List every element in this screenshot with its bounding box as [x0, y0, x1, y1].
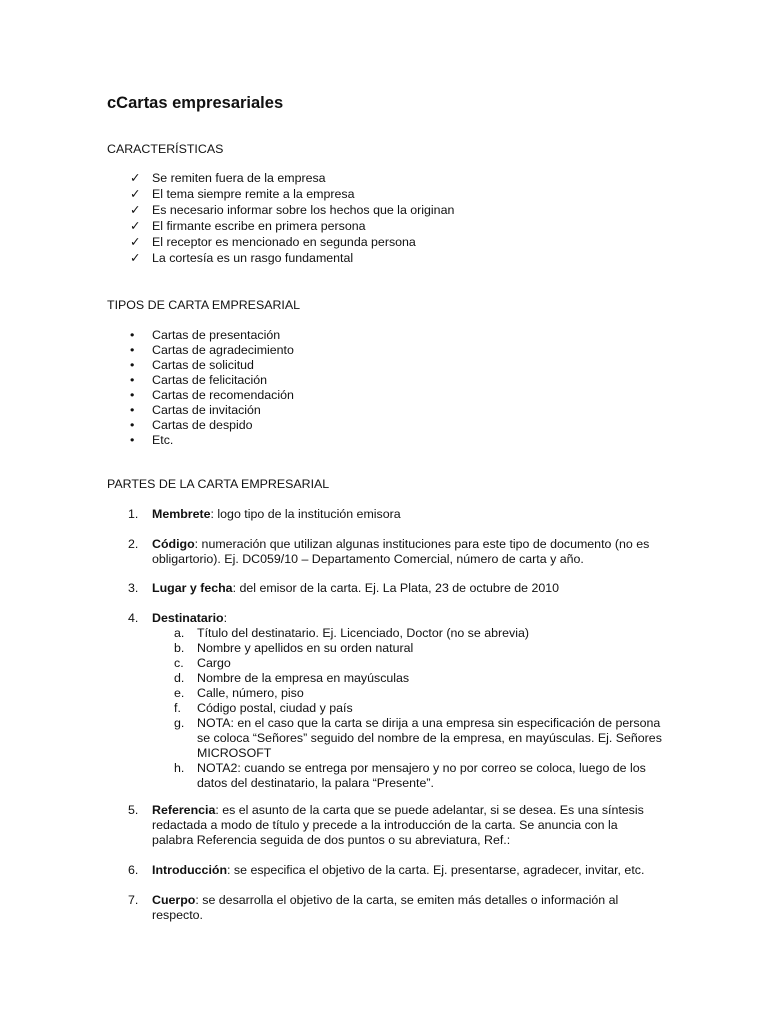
sub-list-item: h. NOTA2: cuando se entrega por mensajero y no por correo se coloca, luego de los datos del destinatario, la palara “Presente”. — [174, 761, 646, 790]
term: Referencia — [152, 803, 216, 817]
term: Membrete — [152, 507, 211, 521]
partes-heading: PARTES DE LA CARTA EMPRESARIAL — [107, 477, 330, 491]
term: Destinatario — [152, 611, 224, 625]
bullet-icon: • — [130, 418, 135, 432]
sub-list-item: f. Código postal, ciudad y país — [174, 701, 353, 715]
bullet-icon: • — [130, 373, 135, 387]
caracteristicas-list — [0, 171, 454, 267]
checkmark-icon: ✓ — [130, 187, 141, 201]
list-item: ✓ La cortesía es un rasgo fundamental — [130, 251, 354, 265]
bullet-icon: • — [130, 343, 135, 357]
bullet-icon: • — [130, 358, 135, 372]
list-item: • Etc. — [130, 433, 174, 447]
sub-list-item: a. Título del destinatario. Ej. Licenciado, Doctor (no se abrevia) — [174, 626, 529, 640]
list-item: • Cartas de felicitación — [130, 373, 268, 387]
term: Introducción — [152, 863, 228, 877]
sub-list-item: g. NOTA: en el caso que la carta se dirija a una empresa sin especificación de persona se coloca “Señores” seguido del nombre de la empresa, en mayúsculas. Ej. Señores MICROSOFT — [174, 716, 662, 760]
list-item: • Cartas de recomendación — [130, 388, 294, 402]
term: Código — [152, 537, 195, 551]
bullet-icon: • — [130, 433, 135, 447]
checkmark-icon: ✓ — [130, 251, 141, 265]
list-item: • Cartas de presentación — [130, 328, 281, 342]
sub-list-item: c. Cargo — [174, 656, 231, 670]
sub-list-item: b. Nombre y apellidos en su orden natural — [174, 641, 414, 655]
document-title: cCartas empresariales — [107, 94, 284, 112]
list-item: • Cartas de solicitud — [130, 358, 254, 372]
list-item: ✓ Es necesario informar sobre los hechos que la originan — [130, 203, 455, 217]
list-item: ✓ El receptor es mencionado en segunda persona — [130, 235, 416, 249]
bullet-icon: • — [130, 328, 135, 342]
list-item: • Cartas de invitación — [130, 403, 261, 417]
list-item: ✓ El tema siempre remite a la empresa — [130, 187, 355, 201]
checkmark-icon: ✓ — [130, 171, 141, 185]
destinatario-sublist — [152, 626, 662, 791]
bullet-icon: • — [130, 403, 135, 417]
list-item: • Cartas de despido — [130, 418, 253, 432]
list-item: ✓ Se remiten fuera de la empresa — [130, 171, 326, 185]
list-item: • Cartas de agradecimiento — [130, 343, 294, 357]
document-page: cCartas empresariales CARACTERÍSTICAS ✓ Se remiten fuera de la empresa ✓ El tema siempre remite a la empresa ✓ Es necesario informar sobre los hechos que la originan ✓ El firmante escribe en primera persona ✓ El receptor es mencionado en segunda persona ✓ La cortesía es un rasgo fundamental TIPOS DE CARTA EMPRESARIAL • Cartas de presentación • Cartas de agradecimiento • Cartas de solicitud • Cartas de felicitación • Cartas de recomendación • Cartas de invitación • Cartas de despido • Etc. PARTES DE LA CARTA EMPRESARIAL 1. Membrete: logo tipo de la institución emisora 2. Código: numeración que utilizan algunas instituciones para este tipo de documento (no es obligartorio). Ej. DC059/10 – Departamento Comercial, número de carta y año. 3. Lugar y fecha: del emisor de la carta. Ej. La Plata, 23 de octubre de 2010 4. Destinatario: a. Título del destinatario. Ej. Licenciado, Doctor (no se abrevia) b. Nombre y apellidos en su orden natural c. Cargo d. Nombre de la empresa en mayúsculas e. Calle, número, piso f. Código postal, ciudad y país g. NOTA: en el caso que la carta se dirija a una empresa sin especificación de persona se coloca “Señores” seguido del nombre de la empresa, en mayúsculas. Ej. Señores MICROSOFT h. NOTA2: cuando se entrega por mensajero y no por correo se coloca, luego de los datos del destinatario, la palara “Presente”. 5. Referencia: es el asunto de la carta que se puede adelantar, si se desea. Es una síntesis redactada a modo de título y precede a la introducción de la carta. Se anuncia con la palabra Referencia seguida de dos puntos o su abreviatura, Ref.: 6. Introducción: se especifica el objetivo de la carta. Ej. presentarse, agradecer, invitar, etc. 7. Cuerpo: se desarrolla el objetivo de la carta, se emiten más detalles o información al respecto. — [0, 0, 768, 1024]
term: Lugar y fecha — [152, 581, 233, 595]
bullet-icon: • — [130, 388, 135, 402]
caracteristicas-heading: CARACTERÍSTICAS — [107, 142, 224, 156]
tipos-heading: TIPOS DE CARTA EMPRESARIAL — [107, 298, 301, 312]
checkmark-icon: ✓ — [130, 219, 141, 233]
sub-list-item: d. Nombre de la empresa en mayúsculas — [174, 671, 410, 685]
list-item: ✓ El firmante escribe en primera persona — [130, 219, 366, 233]
checkmark-icon: ✓ — [130, 203, 141, 217]
checkmark-icon: ✓ — [130, 235, 141, 249]
term: Cuerpo — [152, 893, 196, 907]
sub-list-item: e. Calle, número, piso — [174, 686, 304, 700]
tipos-list — [0, 328, 294, 448]
